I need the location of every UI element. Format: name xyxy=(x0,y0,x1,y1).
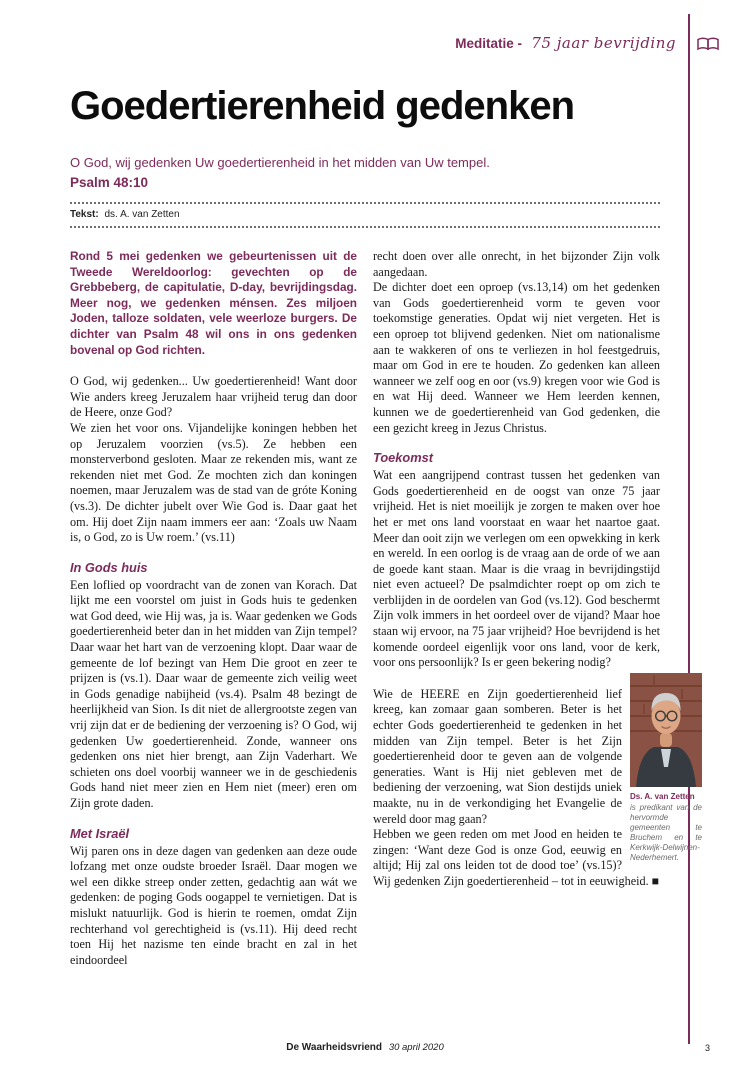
paragraph: We zien het voor ons. Vijandelijke koningen hebben het op Jeruzalem voorzien (vs.5). Ze hebben een monsterverbond gesloten. Maar ze rekenden mis, want ze rekenden niet met God. Ze mochten zich dan koningen noemen, maar Jeruzalem was de stad van de gróte Koning (vs.3). De dichter jubelt over Wie God is. Daar gaat het om. Hij doet Zijn naam immers eer aan: ‘Zoals uw Naam is, o God, zo is Uw roem.’ (vs.11) xyxy=(70,420,357,545)
section-heading-in-gods-huis: In Gods huis xyxy=(70,559,148,575)
author-photo-figure xyxy=(630,673,702,863)
photo-caption xyxy=(630,792,702,863)
byline-author: ds. A. van Zetten xyxy=(104,209,180,220)
paragraph: Wat een aangrijpend contrast tussen het gedenken van Gods goedertierenheid en de oogst van onze 75 jaar vrijheid. Het is niet moeilijk je zorgen te maken over hoe het er met ons land voorstaat en waar het naartoe gaat. Meer dan ooit zijn we verlegen om een opwekking in kerk en wereld. In een oorlog is de vraag aan de orde of we aan de goede kant staan. Maar is die vraag in bevrijdingstijd niet even actueel? De psalmdichter roept op om zich te verblijden in de oordelen van God (vs.12). God beschermt Zijn volk immers in het oordeel over de vijand? Maar hoe staan wij ervoor, na 75 jaar vrijheid? Hoe bevrijdend is het komende oordeel eigenlijk voor ons land, voor de kerk, voor ons persoonlijk? Is er geen bekering nodig? xyxy=(373,468,660,670)
paragraph: De dichter doet een oproep (vs.13,14) om het gedenken van Gods goedertierenheid vorm te geven voor toekomstige generaties. Opdat wij niet vergeten. Het is een oproep tot blijvend gedenken. Niet om nationalisme aan te wakkeren of ons te verliezen in hol feestgedruis, maar om God in ere te houden. Zo gedenken kan alleen wanneer we zelf oog en oor (vs.9) kregen voor wie God is en wat Hij deed. Wanneer we Hem leerden kennen, kunnen we de goedertierenheid van God gedenken, die een gezicht kreeg in Jezus Christus. xyxy=(373,280,660,435)
photo-caption-name: Ds. A. van Zetten xyxy=(630,791,695,801)
open-book-icon xyxy=(696,36,720,52)
page-number: 3 xyxy=(704,1043,710,1053)
magazine-name: De Waarheidsvriend xyxy=(286,1042,383,1053)
section-heading-toekomst: Toekomst xyxy=(373,450,433,466)
page-footer xyxy=(70,1042,660,1053)
intro-reference: Psalm 48:10 xyxy=(70,175,149,190)
paragraph: Hebben we geen reden om met Jood en heiden te zingen: ‘Want deze God is onze God, eeuwig en altijd; Hij zal ons leiden tot de dood toe’ (vs.15)? Wij gedenken Zijn goedertierenheid – tot in eeuwigheid. ■ xyxy=(373,827,660,888)
paragraph: recht doen over alle onrecht, in het bijzonder Zijn volk aangedaan. xyxy=(373,249,660,279)
paragraph: O God, wij gedenken... Uw goedertierenheid! Want door Wie anders kreeg Jeruzalem haar vrijheid terug dan door de Heere, onze God? xyxy=(70,374,357,420)
article xyxy=(70,84,702,968)
issue-date: 30 april 2020 xyxy=(388,1042,444,1053)
author-portrait-photo xyxy=(630,673,702,787)
photo-caption-bio: is predikant van de hervormde gemeenten te Bruchem en te Kerkwijk-Delwijnen-Nederhemert. xyxy=(630,802,702,862)
page-kicker xyxy=(455,34,676,53)
intro-block xyxy=(70,154,660,191)
column-right xyxy=(373,249,702,968)
paragraph: Wij paren ons in deze dagen van gedenken aan deze oude lofzang met onze oudste broeder Israël. Daar mogen we wel een dikke streep onder zetten, gedachtig aan wát we gedenken: de poging Gods oogappel te vernietigen. Dat is mislukt natuurlijk. God is hierin te roemen, omdat Zijn rechterhand vol gerechtigheid is (vs.11). Hij deed recht toen Hij het nazisme ten einde bracht en zal in het eindoordeel xyxy=(70,843,357,967)
paragraph: Wie de HEERE en Zijn goedertierenheid lief kreeg, kan zomaar gaan somberen. Beter is het echter Gods goedertierenheid te gedenken in het midden van Zijn tempel. Beter is het Zijn goedertierenheid door te geven aan de volgende generaties. Want is Hij niet gebleven met de bediening der verzoening, wat Sion destijds uniek maakte, nu in de verkondiging het Evangelie de wereld door mag gaan? xyxy=(373,686,622,826)
article-columns xyxy=(70,249,702,968)
page-edge-rule xyxy=(688,14,690,1044)
column-left xyxy=(70,249,357,968)
section-heading-met-israel: Met Israël xyxy=(70,825,130,841)
byline xyxy=(70,202,660,228)
section-label: Meditatie - xyxy=(455,36,522,51)
byline-label: Tekst: xyxy=(70,209,99,220)
intro-verse: O God, wij gedenken Uw goedertierenheid in het midden van Uw tempel. xyxy=(70,155,490,170)
lead-paragraph: Rond 5 mei gedenken we gebeurtenissen uit de Tweede Wereldoorlog: gevechten op de Grebbeberg, de capitulatie, D-day, bevrijdingsdag. Meer nog, we gedenken ménsen. Zes miljoen Joden, talloze soldaten, vele weerloze burgers. De dichter van Psalm 48 wil ons in ons gedenken bovenal op God richten. xyxy=(70,249,357,357)
article-title: Goedertierenheid gedenken xyxy=(70,84,575,128)
section-theme: 75 jaar bevrijding xyxy=(531,34,676,52)
paragraph: Een loflied op voordracht van de zonen van Korach. Dat lijkt me een voorstel om juist in Gods huis te gedenken wat God deed, wie Hij was, ja is. Waar gedenken we Gods goedertierenheid beter dan in het midden van Zijn tempel? Daar waar het hart van de verzoening klopt. Daar waar de gemeente de lof bezingt van Hem Die groot en zeer te prijzen is (vs.1). Daar waar de gemeente zich veilig weet in Gods genadige nabijheid (vs.4). Psalm 48 bezingt de heerlijkheid van Sion. Is dit niet de allergrootste zegen van vrij zijn dat er de bediening der verzoening is? O God, wij gedenken Uw goedertierenheid. Zonde, wanneer ons gedenken ons niet hier brengt, aan Zijn Vaderhart. We schieten ons doel voorbij wanneer we in de geschiedenis Gods hand niet meer zien en Hem niet (meer) eren om Zijn grote daden. xyxy=(70,577,357,810)
